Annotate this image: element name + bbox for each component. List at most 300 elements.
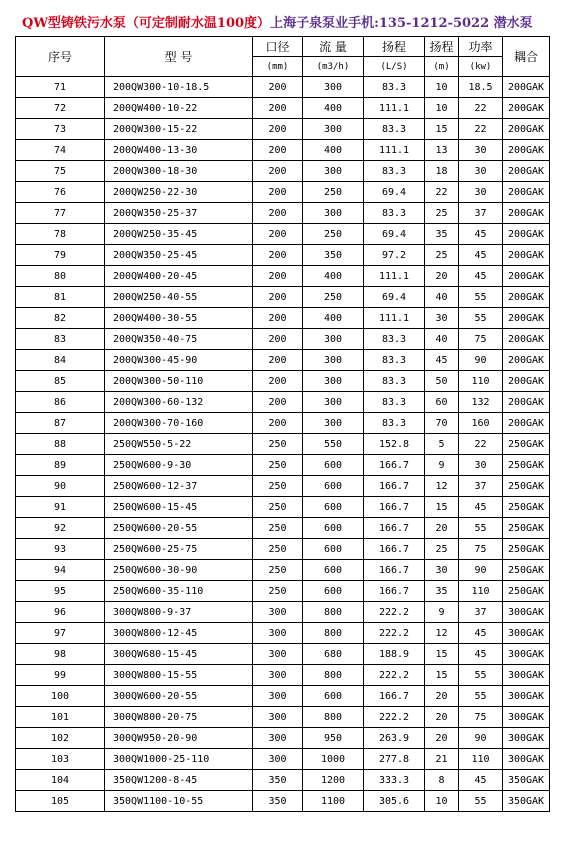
cell-diameter: 250 <box>253 539 303 560</box>
table-row <box>16 203 550 224</box>
table-row <box>16 623 550 644</box>
cell-coupling: 200GAK <box>503 77 550 98</box>
cell-coupling: 300GAK <box>503 665 550 686</box>
cell-diameter: 200 <box>253 140 303 161</box>
cell-coupling: 200GAK <box>503 287 550 308</box>
cell-power: 45 <box>459 224 503 245</box>
cell-diameter: 300 <box>253 707 303 728</box>
table-row <box>16 497 550 518</box>
cell-model: 250QW600-12-37 <box>105 476 253 497</box>
cell-diameter: 300 <box>253 665 303 686</box>
page-title <box>22 14 562 34</box>
cell-head: 15 <box>425 119 459 140</box>
cell-model: 200QW350-40-75 <box>105 329 253 350</box>
cell-lift: 97.2 <box>364 245 425 266</box>
cell-lift: 83.3 <box>364 392 425 413</box>
cell-head: 20 <box>425 686 459 707</box>
table-row <box>16 728 550 749</box>
cell-coupling: 300GAK <box>503 602 550 623</box>
cell-diameter: 200 <box>253 266 303 287</box>
cell-model: 200QW250-22-30 <box>105 182 253 203</box>
cell-model: 300QW800-12-45 <box>105 623 253 644</box>
cell-coupling: 300GAK <box>503 707 550 728</box>
cell-lift: 222.2 <box>364 665 425 686</box>
table-row <box>16 665 550 686</box>
cell-power: 90 <box>459 728 503 749</box>
cell-model: 350QW1100-10-55 <box>105 791 253 812</box>
cell-head: 30 <box>425 560 459 581</box>
cell-power: 30 <box>459 140 503 161</box>
cell-flow: 300 <box>303 119 364 140</box>
cell-head: 10 <box>425 791 459 812</box>
table-row <box>16 791 550 812</box>
cell-flow: 600 <box>303 518 364 539</box>
cell-lift: 222.2 <box>364 623 425 644</box>
table-row <box>16 161 550 182</box>
cell-head: 45 <box>425 350 459 371</box>
table-row <box>16 770 550 791</box>
cell-power: 55 <box>459 308 503 329</box>
cell-flow: 250 <box>303 182 364 203</box>
cell-power: 22 <box>459 98 503 119</box>
table-row <box>16 518 550 539</box>
cell-seq: 79 <box>16 245 105 266</box>
cell-power: 45 <box>459 245 503 266</box>
cell-model: 200QW300-15-22 <box>105 119 253 140</box>
table-row <box>16 686 550 707</box>
cell-model: 300QW800-9-37 <box>105 602 253 623</box>
table-row <box>16 287 550 308</box>
cell-head: 15 <box>425 644 459 665</box>
cell-coupling: 200GAK <box>503 224 550 245</box>
cell-head: 20 <box>425 518 459 539</box>
cell-diameter: 200 <box>253 224 303 245</box>
cell-head: 9 <box>425 602 459 623</box>
cell-seq: 95 <box>16 581 105 602</box>
cell-flow: 600 <box>303 476 364 497</box>
cell-lift: 166.7 <box>364 455 425 476</box>
cell-coupling: 300GAK <box>503 623 550 644</box>
table-row <box>16 644 550 665</box>
cell-power: 110 <box>459 371 503 392</box>
cell-flow: 600 <box>303 497 364 518</box>
cell-head: 12 <box>425 476 459 497</box>
cell-model: 300QW800-15-55 <box>105 665 253 686</box>
cell-seq: 92 <box>16 518 105 539</box>
cell-power: 18.5 <box>459 77 503 98</box>
cell-seq: 86 <box>16 392 105 413</box>
cell-head: 10 <box>425 77 459 98</box>
cell-coupling: 300GAK <box>503 728 550 749</box>
cell-power: 110 <box>459 581 503 602</box>
cell-diameter: 300 <box>253 623 303 644</box>
cell-flow: 300 <box>303 413 364 434</box>
cell-seq: 76 <box>16 182 105 203</box>
cell-lift: 83.3 <box>364 371 425 392</box>
cell-head: 15 <box>425 497 459 518</box>
cell-head: 10 <box>425 98 459 119</box>
title-contact: 上海子泉泵业手机:135-1212-5022 潜水泵 <box>270 16 533 31</box>
cell-flow: 300 <box>303 350 364 371</box>
cell-diameter: 200 <box>253 350 303 371</box>
cell-coupling: 250GAK <box>503 518 550 539</box>
cell-flow: 300 <box>303 77 364 98</box>
table-row <box>16 413 550 434</box>
cell-flow: 1000 <box>303 749 364 770</box>
cell-coupling: 250GAK <box>503 455 550 476</box>
cell-seq: 84 <box>16 350 105 371</box>
cell-lift: 83.3 <box>364 77 425 98</box>
table-row <box>16 371 550 392</box>
cell-seq: 85 <box>16 371 105 392</box>
cell-diameter: 200 <box>253 119 303 140</box>
cell-coupling: 350GAK <box>503 770 550 791</box>
table-row <box>16 245 550 266</box>
cell-model: 250QW600-9-30 <box>105 455 253 476</box>
cell-flow: 400 <box>303 140 364 161</box>
cell-head: 35 <box>425 224 459 245</box>
cell-lift: 166.7 <box>364 476 425 497</box>
cell-coupling: 350GAK <box>503 791 550 812</box>
cell-model: 200QW400-13-30 <box>105 140 253 161</box>
cell-seq: 73 <box>16 119 105 140</box>
cell-coupling: 250GAK <box>503 434 550 455</box>
cell-head: 13 <box>425 140 459 161</box>
cell-model: 300QW600-20-55 <box>105 686 253 707</box>
cell-coupling: 200GAK <box>503 119 550 140</box>
cell-flow: 250 <box>303 287 364 308</box>
cell-lift: 69.4 <box>364 287 425 308</box>
cell-head: 40 <box>425 329 459 350</box>
cell-coupling: 250GAK <box>503 497 550 518</box>
cell-seq: 99 <box>16 665 105 686</box>
cell-coupling: 200GAK <box>503 308 550 329</box>
cell-lift: 83.3 <box>364 119 425 140</box>
cell-diameter: 350 <box>253 770 303 791</box>
cell-model: 250QW600-15-45 <box>105 497 253 518</box>
cell-power: 45 <box>459 770 503 791</box>
table-row <box>16 119 550 140</box>
unit-lift: (L/S) <box>364 57 425 77</box>
table-row <box>16 224 550 245</box>
table-row <box>16 560 550 581</box>
cell-seq: 75 <box>16 161 105 182</box>
cell-power: 90 <box>459 560 503 581</box>
cell-coupling: 200GAK <box>503 329 550 350</box>
table-row <box>16 329 550 350</box>
cell-lift: 263.9 <box>364 728 425 749</box>
cell-lift: 83.3 <box>364 329 425 350</box>
cell-diameter: 250 <box>253 560 303 581</box>
cell-diameter: 200 <box>253 98 303 119</box>
cell-model: 250QW600-20-55 <box>105 518 253 539</box>
cell-head: 5 <box>425 434 459 455</box>
cell-power: 37 <box>459 476 503 497</box>
table-row <box>16 182 550 203</box>
cell-flow: 400 <box>303 266 364 287</box>
cell-model: 200QW250-35-45 <box>105 224 253 245</box>
cell-power: 110 <box>459 749 503 770</box>
cell-flow: 600 <box>303 686 364 707</box>
cell-coupling: 200GAK <box>503 203 550 224</box>
cell-flow: 1200 <box>303 770 364 791</box>
cell-flow: 400 <box>303 98 364 119</box>
table-row <box>16 581 550 602</box>
cell-lift: 111.1 <box>364 266 425 287</box>
cell-flow: 950 <box>303 728 364 749</box>
cell-lift: 166.7 <box>364 581 425 602</box>
cell-head: 70 <box>425 413 459 434</box>
cell-diameter: 200 <box>253 161 303 182</box>
cell-power: 75 <box>459 329 503 350</box>
cell-model: 200QW400-10-22 <box>105 98 253 119</box>
cell-model: 200QW300-50-110 <box>105 371 253 392</box>
cell-model: 200QW300-45-90 <box>105 350 253 371</box>
cell-coupling: 200GAK <box>503 245 550 266</box>
cell-seq: 77 <box>16 203 105 224</box>
cell-power: 132 <box>459 392 503 413</box>
cell-diameter: 200 <box>253 287 303 308</box>
cell-power: 37 <box>459 602 503 623</box>
cell-lift: 166.7 <box>364 560 425 581</box>
cell-flow: 300 <box>303 329 364 350</box>
cell-head: 40 <box>425 287 459 308</box>
cell-head: 20 <box>425 266 459 287</box>
cell-lift: 69.4 <box>364 182 425 203</box>
header-lift: 扬程 <box>364 37 425 57</box>
cell-lift: 83.3 <box>364 350 425 371</box>
cell-power: 55 <box>459 686 503 707</box>
cell-lift: 222.2 <box>364 602 425 623</box>
cell-head: 25 <box>425 203 459 224</box>
cell-lift: 83.3 <box>364 413 425 434</box>
cell-lift: 166.7 <box>364 497 425 518</box>
cell-lift: 111.1 <box>364 140 425 161</box>
cell-flow: 800 <box>303 602 364 623</box>
header-model: 型 号 <box>105 37 253 77</box>
cell-coupling: 200GAK <box>503 350 550 371</box>
cell-diameter: 350 <box>253 791 303 812</box>
cell-flow: 680 <box>303 644 364 665</box>
table-row <box>16 476 550 497</box>
table-row <box>16 602 550 623</box>
cell-power: 45 <box>459 623 503 644</box>
cell-lift: 222.2 <box>364 707 425 728</box>
cell-seq: 71 <box>16 77 105 98</box>
cell-coupling: 200GAK <box>503 140 550 161</box>
cell-model: 200QW300-18-30 <box>105 161 253 182</box>
cell-flow: 350 <box>303 245 364 266</box>
cell-lift: 69.4 <box>364 224 425 245</box>
cell-power: 55 <box>459 791 503 812</box>
cell-flow: 600 <box>303 539 364 560</box>
cell-head: 9 <box>425 455 459 476</box>
cell-head: 20 <box>425 728 459 749</box>
cell-flow: 800 <box>303 623 364 644</box>
cell-coupling: 300GAK <box>503 686 550 707</box>
cell-coupling: 250GAK <box>503 581 550 602</box>
cell-coupling: 250GAK <box>503 476 550 497</box>
header-diameter: 口径 <box>253 37 303 57</box>
table-row <box>16 98 550 119</box>
cell-diameter: 300 <box>253 749 303 770</box>
cell-flow: 600 <box>303 560 364 581</box>
cell-diameter: 200 <box>253 392 303 413</box>
table-row <box>16 77 550 98</box>
cell-diameter: 300 <box>253 686 303 707</box>
cell-diameter: 300 <box>253 728 303 749</box>
cell-coupling: 300GAK <box>503 749 550 770</box>
cell-seq: 100 <box>16 686 105 707</box>
cell-model: 200QW400-20-45 <box>105 266 253 287</box>
title-product: QW型铸铁污水泵（可定制耐水温100度） <box>22 16 271 31</box>
cell-power: 30 <box>459 161 503 182</box>
cell-model: 200QW400-30-55 <box>105 308 253 329</box>
cell-diameter: 250 <box>253 497 303 518</box>
cell-power: 55 <box>459 287 503 308</box>
table-row <box>16 266 550 287</box>
cell-coupling: 200GAK <box>503 182 550 203</box>
cell-head: 35 <box>425 581 459 602</box>
cell-model: 250QW600-25-75 <box>105 539 253 560</box>
table-row <box>16 392 550 413</box>
cell-lift: 83.3 <box>364 203 425 224</box>
cell-head: 60 <box>425 392 459 413</box>
cell-diameter: 250 <box>253 581 303 602</box>
cell-flow: 600 <box>303 581 364 602</box>
cell-seq: 97 <box>16 623 105 644</box>
cell-power: 55 <box>459 518 503 539</box>
cell-diameter: 250 <box>253 434 303 455</box>
header-flow: 流 量 <box>303 37 364 57</box>
cell-coupling: 200GAK <box>503 371 550 392</box>
cell-lift: 333.3 <box>364 770 425 791</box>
table-row <box>16 539 550 560</box>
table-row <box>16 308 550 329</box>
cell-seq: 83 <box>16 329 105 350</box>
cell-power: 75 <box>459 707 503 728</box>
cell-model: 200QW350-25-37 <box>105 203 253 224</box>
table-row <box>16 707 550 728</box>
cell-flow: 600 <box>303 455 364 476</box>
cell-diameter: 200 <box>253 413 303 434</box>
cell-model: 300QW1000-25-110 <box>105 749 253 770</box>
cell-flow: 800 <box>303 707 364 728</box>
cell-diameter: 200 <box>253 203 303 224</box>
unit-head: (m) <box>425 57 459 77</box>
cell-diameter: 250 <box>253 476 303 497</box>
cell-flow: 300 <box>303 203 364 224</box>
cell-flow: 300 <box>303 392 364 413</box>
table-body <box>16 77 550 812</box>
table-row <box>16 455 550 476</box>
unit-flow: (m3/h) <box>303 57 364 77</box>
cell-power: 160 <box>459 413 503 434</box>
cell-head: 8 <box>425 770 459 791</box>
cell-diameter: 200 <box>253 245 303 266</box>
cell-diameter: 250 <box>253 518 303 539</box>
header-coupling: 耦合 <box>503 37 550 77</box>
cell-flow: 1100 <box>303 791 364 812</box>
header-seq: 序号 <box>16 37 105 77</box>
cell-power: 30 <box>459 455 503 476</box>
cell-power: 90 <box>459 350 503 371</box>
cell-lift: 111.1 <box>364 308 425 329</box>
cell-flow: 250 <box>303 224 364 245</box>
table-row <box>16 434 550 455</box>
cell-model: 350QW1200-8-45 <box>105 770 253 791</box>
header-row <box>16 37 550 57</box>
cell-diameter: 200 <box>253 182 303 203</box>
cell-model: 300QW800-20-75 <box>105 707 253 728</box>
cell-seq: 104 <box>16 770 105 791</box>
cell-coupling: 250GAK <box>503 539 550 560</box>
cell-model: 200QW300-10-18.5 <box>105 77 253 98</box>
cell-lift: 111.1 <box>364 98 425 119</box>
cell-power: 37 <box>459 203 503 224</box>
cell-power: 22 <box>459 119 503 140</box>
cell-seq: 90 <box>16 476 105 497</box>
cell-head: 15 <box>425 665 459 686</box>
cell-lift: 166.7 <box>364 686 425 707</box>
cell-head: 18 <box>425 161 459 182</box>
cell-coupling: 300GAK <box>503 644 550 665</box>
cell-seq: 105 <box>16 791 105 812</box>
cell-seq: 81 <box>16 287 105 308</box>
table-row <box>16 749 550 770</box>
cell-seq: 89 <box>16 455 105 476</box>
cell-coupling: 250GAK <box>503 560 550 581</box>
cell-flow: 300 <box>303 161 364 182</box>
cell-model: 200QW300-60-132 <box>105 392 253 413</box>
cell-head: 25 <box>425 245 459 266</box>
cell-diameter: 200 <box>253 308 303 329</box>
cell-seq: 87 <box>16 413 105 434</box>
cell-seq: 74 <box>16 140 105 161</box>
cell-diameter: 250 <box>253 455 303 476</box>
cell-flow: 550 <box>303 434 364 455</box>
cell-coupling: 200GAK <box>503 413 550 434</box>
cell-model: 250QW600-30-90 <box>105 560 253 581</box>
cell-power: 45 <box>459 644 503 665</box>
cell-lift: 277.8 <box>364 749 425 770</box>
spec-table <box>15 36 550 812</box>
cell-seq: 102 <box>16 728 105 749</box>
cell-lift: 166.7 <box>364 539 425 560</box>
cell-head: 21 <box>425 749 459 770</box>
cell-head: 50 <box>425 371 459 392</box>
cell-seq: 80 <box>16 266 105 287</box>
cell-diameter: 300 <box>253 644 303 665</box>
cell-head: 12 <box>425 623 459 644</box>
cell-model: 250QW600-35-110 <box>105 581 253 602</box>
table-row <box>16 350 550 371</box>
cell-seq: 72 <box>16 98 105 119</box>
cell-seq: 103 <box>16 749 105 770</box>
cell-lift: 188.9 <box>364 644 425 665</box>
cell-seq: 93 <box>16 539 105 560</box>
cell-lift: 305.6 <box>364 791 425 812</box>
cell-power: 22 <box>459 434 503 455</box>
cell-model: 200QW350-25-45 <box>105 245 253 266</box>
cell-model: 200QW300-70-160 <box>105 413 253 434</box>
cell-flow: 400 <box>303 308 364 329</box>
cell-diameter: 200 <box>253 371 303 392</box>
cell-coupling: 200GAK <box>503 392 550 413</box>
header-head: 扬程 <box>425 37 459 57</box>
cell-seq: 88 <box>16 434 105 455</box>
cell-diameter: 200 <box>253 77 303 98</box>
